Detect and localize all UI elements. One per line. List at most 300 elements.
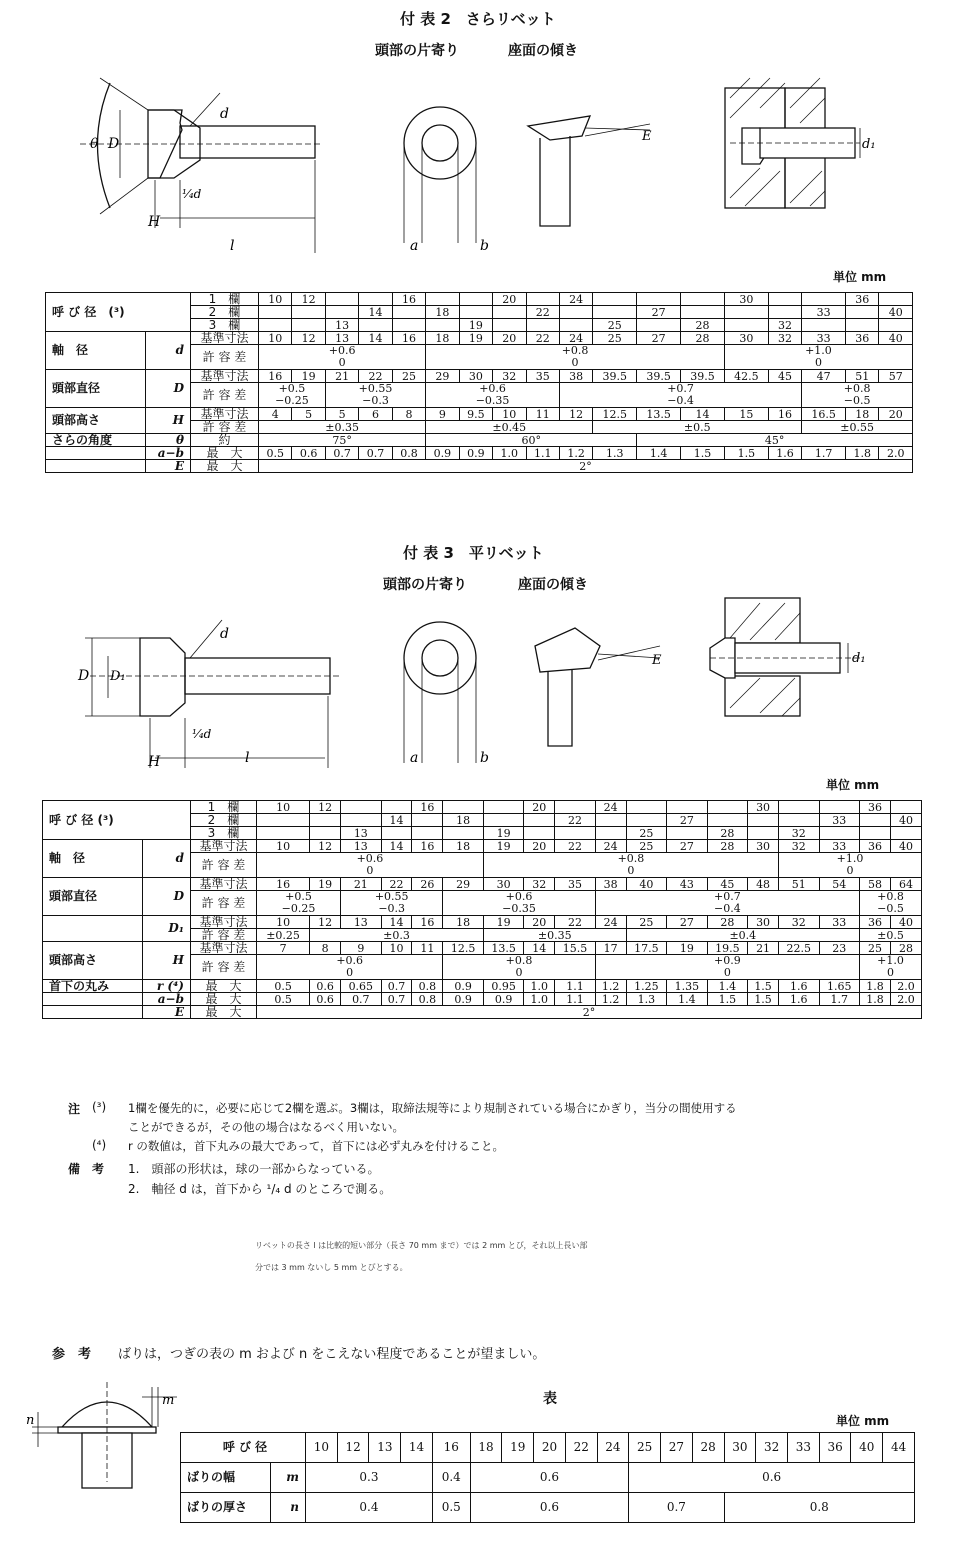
table-cell bbox=[443, 801, 484, 814]
table-cell: 27 bbox=[667, 840, 708, 853]
table-cell: H bbox=[146, 408, 191, 434]
table-cell: 1.0 bbox=[493, 447, 526, 460]
table-cell bbox=[724, 319, 768, 332]
table-cell: 18 bbox=[443, 840, 484, 853]
table-cell: 1.25 bbox=[626, 980, 667, 993]
table-cell bbox=[381, 801, 412, 814]
table-cell: 58 bbox=[860, 878, 891, 891]
table-cell: 14 bbox=[359, 332, 392, 345]
table-cell: 軸 径 bbox=[46, 332, 146, 370]
table-cell bbox=[637, 319, 681, 332]
table-cell: a−b bbox=[146, 447, 191, 460]
table-cell: 許 容 差 bbox=[191, 421, 259, 434]
table-cell: 2 欄 bbox=[191, 814, 257, 827]
table-cell: 1.8 bbox=[860, 993, 891, 1006]
table-cell: 5 bbox=[325, 408, 358, 421]
table-cell: 13 bbox=[325, 332, 358, 345]
table-cell: 28 bbox=[707, 916, 748, 929]
t2-row1 bbox=[46, 293, 913, 306]
table-cell: 許 容 差 bbox=[191, 345, 259, 370]
table-cell: 22 bbox=[565, 1433, 597, 1463]
table-cell: +0.6 0 bbox=[257, 955, 443, 980]
table-cell: 0.7 bbox=[325, 447, 358, 460]
table-cell: 22.5 bbox=[779, 942, 820, 955]
label-quarter-d: ¹⁄₄d bbox=[192, 727, 212, 741]
table-cell: +0.7 −0.4 bbox=[559, 383, 801, 408]
table-cell bbox=[890, 801, 921, 814]
table-cell: 11 bbox=[412, 942, 443, 955]
table-cell bbox=[43, 916, 143, 942]
table-cell: 28 bbox=[890, 942, 921, 955]
table-cell: 9.5 bbox=[459, 408, 492, 421]
label-n: n bbox=[26, 1413, 35, 1428]
remark-2: 2. 軸径 d は，首下から ¹/₄ d のところで測る。 bbox=[128, 1182, 392, 1196]
table-cell: 32 bbox=[756, 1433, 788, 1463]
table-cell: 40 bbox=[879, 306, 913, 319]
table-cell: 28 bbox=[681, 332, 725, 345]
table-cell: 1.5 bbox=[748, 993, 779, 1006]
table-cell bbox=[392, 319, 425, 332]
table-cell: 最 大 bbox=[191, 447, 259, 460]
table-cell bbox=[392, 306, 425, 319]
table-cell bbox=[819, 801, 860, 814]
table-cell: 20 bbox=[534, 1433, 566, 1463]
table-cell bbox=[595, 827, 626, 840]
table-cell: 64 bbox=[890, 878, 921, 891]
table-cell: 22 bbox=[555, 814, 596, 827]
table-cell: a−b bbox=[143, 993, 191, 1006]
table-cell: 26 bbox=[412, 878, 443, 891]
table-cell bbox=[768, 306, 801, 319]
table-cell: +0.7 −0.4 bbox=[595, 891, 859, 916]
table-cell: 21 bbox=[341, 878, 382, 891]
table-cell: 1.3 bbox=[593, 447, 637, 460]
table-cell: 基準寸法 bbox=[191, 942, 257, 955]
table-cell: 16 bbox=[257, 878, 310, 891]
table-cell: 30 bbox=[724, 293, 768, 306]
t3-r bbox=[43, 980, 922, 993]
table-cell: 0.9 bbox=[443, 980, 484, 993]
table-cell: 1.2 bbox=[595, 993, 626, 1006]
table-cell: 30 bbox=[748, 916, 779, 929]
table-cell bbox=[310, 827, 341, 840]
table-cell bbox=[459, 293, 492, 306]
table-cell: 20 bbox=[524, 840, 555, 853]
table-cell: 33 bbox=[802, 306, 846, 319]
table-cell: 24 bbox=[595, 916, 626, 929]
table2-diagrams bbox=[70, 68, 910, 258]
table-cell: 19 bbox=[483, 916, 524, 929]
table-cell: 60° bbox=[426, 434, 637, 447]
table2-sub-tilt: 座面の傾き bbox=[508, 43, 578, 59]
table-cell: 21 bbox=[748, 942, 779, 955]
table-cell: +0.55 −0.3 bbox=[341, 891, 443, 916]
table3-diagrams bbox=[70, 598, 910, 776]
table-cell: 10 bbox=[381, 942, 412, 955]
table-cell: 12 bbox=[292, 293, 325, 306]
table-cell bbox=[412, 827, 443, 840]
table-cell: ±0.3 bbox=[310, 929, 484, 942]
table-cell bbox=[381, 827, 412, 840]
table-cell: 2° bbox=[259, 460, 913, 473]
table-cell: +0.8 0 bbox=[443, 955, 595, 980]
table-cell: 30 bbox=[724, 1433, 756, 1463]
table-cell: 最 大 bbox=[191, 993, 257, 1006]
label-m: m bbox=[162, 1393, 175, 1408]
label-H: H bbox=[148, 214, 161, 230]
table-cell: 10 bbox=[257, 801, 310, 814]
table-cell: 25 bbox=[626, 827, 667, 840]
length-note-line2: 分では 3 mm ないし 5 mm とびとする。 bbox=[255, 1263, 408, 1272]
table-cell: 22 bbox=[526, 332, 559, 345]
table-cell: 0.6 bbox=[629, 1463, 915, 1493]
table-cell: 頭部直径 bbox=[43, 878, 143, 916]
table-cell: 許 容 差 bbox=[191, 853, 257, 878]
table-cell: 1.1 bbox=[526, 447, 559, 460]
table-cell: 12 bbox=[310, 840, 341, 853]
table-cell: 24 bbox=[559, 332, 592, 345]
table-cell bbox=[846, 319, 879, 332]
table-cell bbox=[459, 306, 492, 319]
table-cell bbox=[359, 293, 392, 306]
note4-text: r の数値は，首下丸みの最大であって，首下には必ず丸みを付けること。 bbox=[128, 1139, 505, 1153]
table-cell: 9 bbox=[341, 942, 382, 955]
table-cell: 9 bbox=[426, 408, 459, 421]
table-cell: 25 bbox=[860, 942, 891, 955]
table-cell bbox=[593, 306, 637, 319]
table-cell: 0.3 bbox=[306, 1463, 433, 1493]
label-d1: d₁ bbox=[862, 137, 876, 152]
table-cell: 38 bbox=[559, 370, 592, 383]
table-cell: +0.6 0 bbox=[257, 853, 484, 878]
table-cell bbox=[524, 814, 555, 827]
table-cell: 40 bbox=[851, 1433, 883, 1463]
table-cell: 19 bbox=[483, 827, 524, 840]
label-d1: d₁ bbox=[852, 651, 866, 666]
label-d: d bbox=[220, 106, 229, 122]
table-cell: 0.65 bbox=[341, 980, 382, 993]
burr-table-title: 表 bbox=[543, 1391, 557, 1407]
table-cell: 0.7 bbox=[359, 447, 392, 460]
t3-D-basic bbox=[43, 878, 922, 891]
table-cell: ±0.5 bbox=[593, 421, 802, 434]
table-cell: 20 bbox=[493, 293, 526, 306]
table-cell: 1.0 bbox=[524, 993, 555, 1006]
table-cell: 32 bbox=[779, 827, 820, 840]
table-cell: 39.5 bbox=[593, 370, 637, 383]
table-cell: 54 bbox=[819, 878, 860, 891]
table-cell: 40 bbox=[879, 332, 913, 345]
table-cell: 40 bbox=[626, 878, 667, 891]
table-cell: 8 bbox=[310, 942, 341, 955]
table-cell: 33 bbox=[819, 814, 860, 827]
table-cell bbox=[707, 814, 748, 827]
table-cell: 基準寸法 bbox=[191, 408, 259, 421]
table-cell: 29 bbox=[426, 370, 459, 383]
table-cell: 16 bbox=[392, 332, 425, 345]
table-cell: 12 bbox=[337, 1433, 369, 1463]
table-cell: 36 bbox=[846, 293, 879, 306]
label-b: b bbox=[480, 238, 489, 254]
label-E: E bbox=[642, 129, 652, 144]
table-cell: 45° bbox=[637, 434, 913, 447]
table-cell: 19 bbox=[310, 878, 341, 891]
table-cell: 18 bbox=[846, 408, 879, 421]
table-cell bbox=[860, 827, 891, 840]
table-cell: 0.9 bbox=[483, 993, 524, 1006]
table-cell: 10 bbox=[306, 1433, 338, 1463]
table-cell: 17 bbox=[595, 942, 626, 955]
table-cell bbox=[524, 827, 555, 840]
table-cell: 12 bbox=[292, 332, 325, 345]
note3-mark: (³) bbox=[92, 1100, 107, 1114]
table-cell: 1.4 bbox=[667, 993, 708, 1006]
table-cell: 22 bbox=[359, 370, 392, 383]
table-cell: ±0.45 bbox=[426, 421, 593, 434]
table-cell: θ bbox=[146, 434, 191, 447]
table-cell: ±0.35 bbox=[483, 929, 626, 942]
table-cell: 0.5 bbox=[257, 993, 310, 1006]
table-cell: 13 bbox=[325, 319, 358, 332]
table-cell bbox=[626, 801, 667, 814]
table-cell bbox=[292, 306, 325, 319]
table-cell: 0.7 bbox=[341, 993, 382, 1006]
table-cell: 32 bbox=[779, 840, 820, 853]
table-cell: 2.0 bbox=[890, 993, 921, 1006]
table-cell: 0.7 bbox=[381, 993, 412, 1006]
table-cell: 12.5 bbox=[443, 942, 484, 955]
table-cell: 16 bbox=[259, 370, 292, 383]
table-cell bbox=[779, 801, 820, 814]
table-cell: 14 bbox=[681, 408, 725, 421]
table-cell bbox=[802, 293, 846, 306]
table-cell: 12 bbox=[559, 408, 592, 421]
table-cell: 33 bbox=[819, 916, 860, 929]
table-cell bbox=[493, 319, 526, 332]
table-cell: 1.2 bbox=[559, 447, 592, 460]
table-cell: 23 bbox=[819, 942, 860, 955]
table-cell: 18 bbox=[470, 1433, 502, 1463]
note4-mark: (⁴) bbox=[92, 1138, 107, 1152]
table-cell: 3 欄 bbox=[191, 827, 257, 840]
table-cell: 20 bbox=[524, 801, 555, 814]
table-cell: 0.4 bbox=[306, 1493, 433, 1523]
table-cell: 25 bbox=[626, 840, 667, 853]
table-cell: 0.6 bbox=[310, 980, 341, 993]
table-cell bbox=[667, 827, 708, 840]
table-cell bbox=[443, 827, 484, 840]
table-cell bbox=[748, 827, 779, 840]
table-cell: 16.5 bbox=[802, 408, 846, 421]
t2-E bbox=[46, 460, 913, 473]
table-cell bbox=[43, 993, 143, 1006]
table-cell: 32 bbox=[524, 878, 555, 891]
table-cell: +0.5 −0.25 bbox=[259, 383, 326, 408]
table-cell: 最 大 bbox=[191, 1006, 257, 1019]
table-cell: 42.5 bbox=[724, 370, 768, 383]
table-cell: 1.5 bbox=[707, 993, 748, 1006]
table-cell: 30 bbox=[724, 332, 768, 345]
table-cell: 頭部高さ bbox=[43, 942, 143, 980]
table-cell bbox=[257, 814, 310, 827]
table-cell: 0.5 bbox=[257, 980, 310, 993]
table-cell: 5 bbox=[292, 408, 325, 421]
table-cell: 36 bbox=[846, 332, 879, 345]
table-cell: 7 bbox=[257, 942, 310, 955]
table-cell: 33 bbox=[787, 1433, 819, 1463]
table-cell: 16 bbox=[432, 1433, 470, 1463]
table-cell: 30 bbox=[459, 370, 492, 383]
table-cell: 許 容 差 bbox=[191, 929, 257, 942]
table-cell bbox=[593, 293, 637, 306]
table-cell: r (⁴) bbox=[143, 980, 191, 993]
table-cell bbox=[325, 306, 358, 319]
table-cell: 25 bbox=[629, 1433, 661, 1463]
t2-angle bbox=[46, 434, 913, 447]
table-cell bbox=[257, 827, 310, 840]
table-cell: 0.6 bbox=[470, 1463, 629, 1493]
table-cell: 30 bbox=[748, 840, 779, 853]
table-cell: 32 bbox=[768, 332, 801, 345]
table-cell bbox=[43, 1006, 143, 1019]
table-cell: 頭部直径 bbox=[46, 370, 146, 408]
table-cell: E bbox=[146, 460, 191, 473]
table-cell: 19.5 bbox=[707, 942, 748, 955]
table-cell: 35 bbox=[555, 878, 596, 891]
table-cell: 27 bbox=[637, 332, 681, 345]
table-cell: 14 bbox=[381, 916, 412, 929]
table-cell: 36 bbox=[860, 801, 891, 814]
table-cell: ±0.35 bbox=[259, 421, 426, 434]
table-cell: 57 bbox=[879, 370, 913, 383]
table-cell bbox=[292, 319, 325, 332]
table-cell: 0.6 bbox=[310, 993, 341, 1006]
table-cell bbox=[879, 319, 913, 332]
table-cell: 11 bbox=[526, 408, 559, 421]
remark-1: 1. 頭部の形状は，球の一部からなっている。 bbox=[128, 1162, 380, 1176]
table-cell bbox=[890, 827, 921, 840]
table-cell bbox=[259, 319, 292, 332]
table-cell: 44 bbox=[883, 1433, 915, 1463]
table-cell bbox=[637, 293, 681, 306]
table-cell: 18 bbox=[443, 814, 484, 827]
table-cell: 0.8 bbox=[392, 447, 425, 460]
table-cell: E bbox=[143, 1006, 191, 1019]
table-cell bbox=[325, 293, 358, 306]
table-cell bbox=[341, 814, 382, 827]
table-cell: 16 bbox=[412, 840, 443, 853]
t3-H-basic bbox=[43, 942, 922, 955]
table-cell: 1.0 bbox=[524, 980, 555, 993]
burr-width-row bbox=[181, 1463, 915, 1493]
table-cell bbox=[559, 306, 592, 319]
table-cell: +0.8 −0.5 bbox=[860, 891, 922, 916]
table-cell bbox=[779, 814, 820, 827]
table-cell: 0.8 bbox=[724, 1493, 914, 1523]
table-cell: d bbox=[143, 840, 191, 878]
table-cell: 1.4 bbox=[707, 980, 748, 993]
table-cell: 頭部高さ bbox=[46, 408, 146, 434]
table-cell: 19 bbox=[502, 1433, 534, 1463]
table-cell: 2° bbox=[257, 1006, 922, 1019]
table-cell: 75° bbox=[259, 434, 426, 447]
table-cell: 45 bbox=[707, 878, 748, 891]
table-cell: 6 bbox=[359, 408, 392, 421]
table-cell: 20 bbox=[524, 916, 555, 929]
table-cell: +0.6 −0.35 bbox=[426, 383, 560, 408]
table-cell: 25 bbox=[593, 332, 637, 345]
table-cell: d bbox=[146, 332, 191, 370]
table-cell: 0.5 bbox=[259, 447, 292, 460]
table-cell: 0.7 bbox=[629, 1493, 724, 1523]
table-cell: 基準寸法 bbox=[191, 840, 257, 853]
table-cell bbox=[860, 814, 891, 827]
table-cell: 36 bbox=[819, 1433, 851, 1463]
t3-D1-basic bbox=[43, 916, 922, 929]
table-cell: 19 bbox=[292, 370, 325, 383]
table-cell bbox=[259, 306, 292, 319]
table-cell bbox=[681, 306, 725, 319]
table-cell: 13 bbox=[341, 840, 382, 853]
label-b: b bbox=[480, 750, 489, 766]
table-cell: 軸 径 bbox=[43, 840, 143, 878]
table-cell: さらの角度 bbox=[46, 434, 146, 447]
table-cell bbox=[426, 293, 459, 306]
table-cell: 35 bbox=[526, 370, 559, 383]
burr-table-unit: 単位 mm bbox=[836, 1414, 890, 1428]
table-cell: 13 bbox=[369, 1433, 401, 1463]
table-cell: 20 bbox=[879, 408, 913, 421]
table-cell: 24 bbox=[595, 801, 626, 814]
table-cell: +0.9 0 bbox=[595, 955, 859, 980]
table-cell bbox=[46, 447, 146, 460]
t2-nominal-header: 呼 び 径 (³) bbox=[46, 293, 191, 332]
table-cell: 基準寸法 bbox=[191, 370, 259, 383]
table-cell: 1 欄 bbox=[191, 801, 257, 814]
table-cell: 1.5 bbox=[724, 447, 768, 460]
table-cell: 45 bbox=[768, 370, 801, 383]
table-cell: 22 bbox=[381, 878, 412, 891]
t3-ab bbox=[43, 993, 922, 1006]
table-cell: 32 bbox=[493, 370, 526, 383]
table-cell: 0.8 bbox=[412, 993, 443, 1006]
table-cell: D₁ bbox=[143, 916, 191, 942]
table-cell: 12 bbox=[310, 801, 341, 814]
table3 bbox=[42, 800, 922, 1019]
table-cell: 19 bbox=[459, 319, 492, 332]
table-cell: 19 bbox=[483, 840, 524, 853]
table-cell bbox=[526, 293, 559, 306]
t2-shaft-basic bbox=[46, 332, 913, 345]
table-cell bbox=[879, 293, 913, 306]
table-cell: 2.0 bbox=[879, 447, 913, 460]
table-cell: 16 bbox=[392, 293, 425, 306]
table-cell: 18 bbox=[426, 332, 459, 345]
table-cell bbox=[483, 814, 524, 827]
table-cell: D bbox=[146, 370, 191, 408]
table-cell: 28 bbox=[707, 840, 748, 853]
table-cell: +1.0 0 bbox=[724, 345, 912, 370]
table-cell: 13 bbox=[341, 827, 382, 840]
table-cell: 39.5 bbox=[681, 370, 725, 383]
table-cell: 28 bbox=[692, 1433, 724, 1463]
table-cell: 1.35 bbox=[667, 980, 708, 993]
table-cell: 許 容 差 bbox=[191, 383, 259, 408]
table-cell: +1.0 0 bbox=[860, 955, 922, 980]
table-cell: ±0.25 bbox=[257, 929, 310, 942]
table-cell: 1.1 bbox=[555, 993, 596, 1006]
table-cell bbox=[748, 814, 779, 827]
